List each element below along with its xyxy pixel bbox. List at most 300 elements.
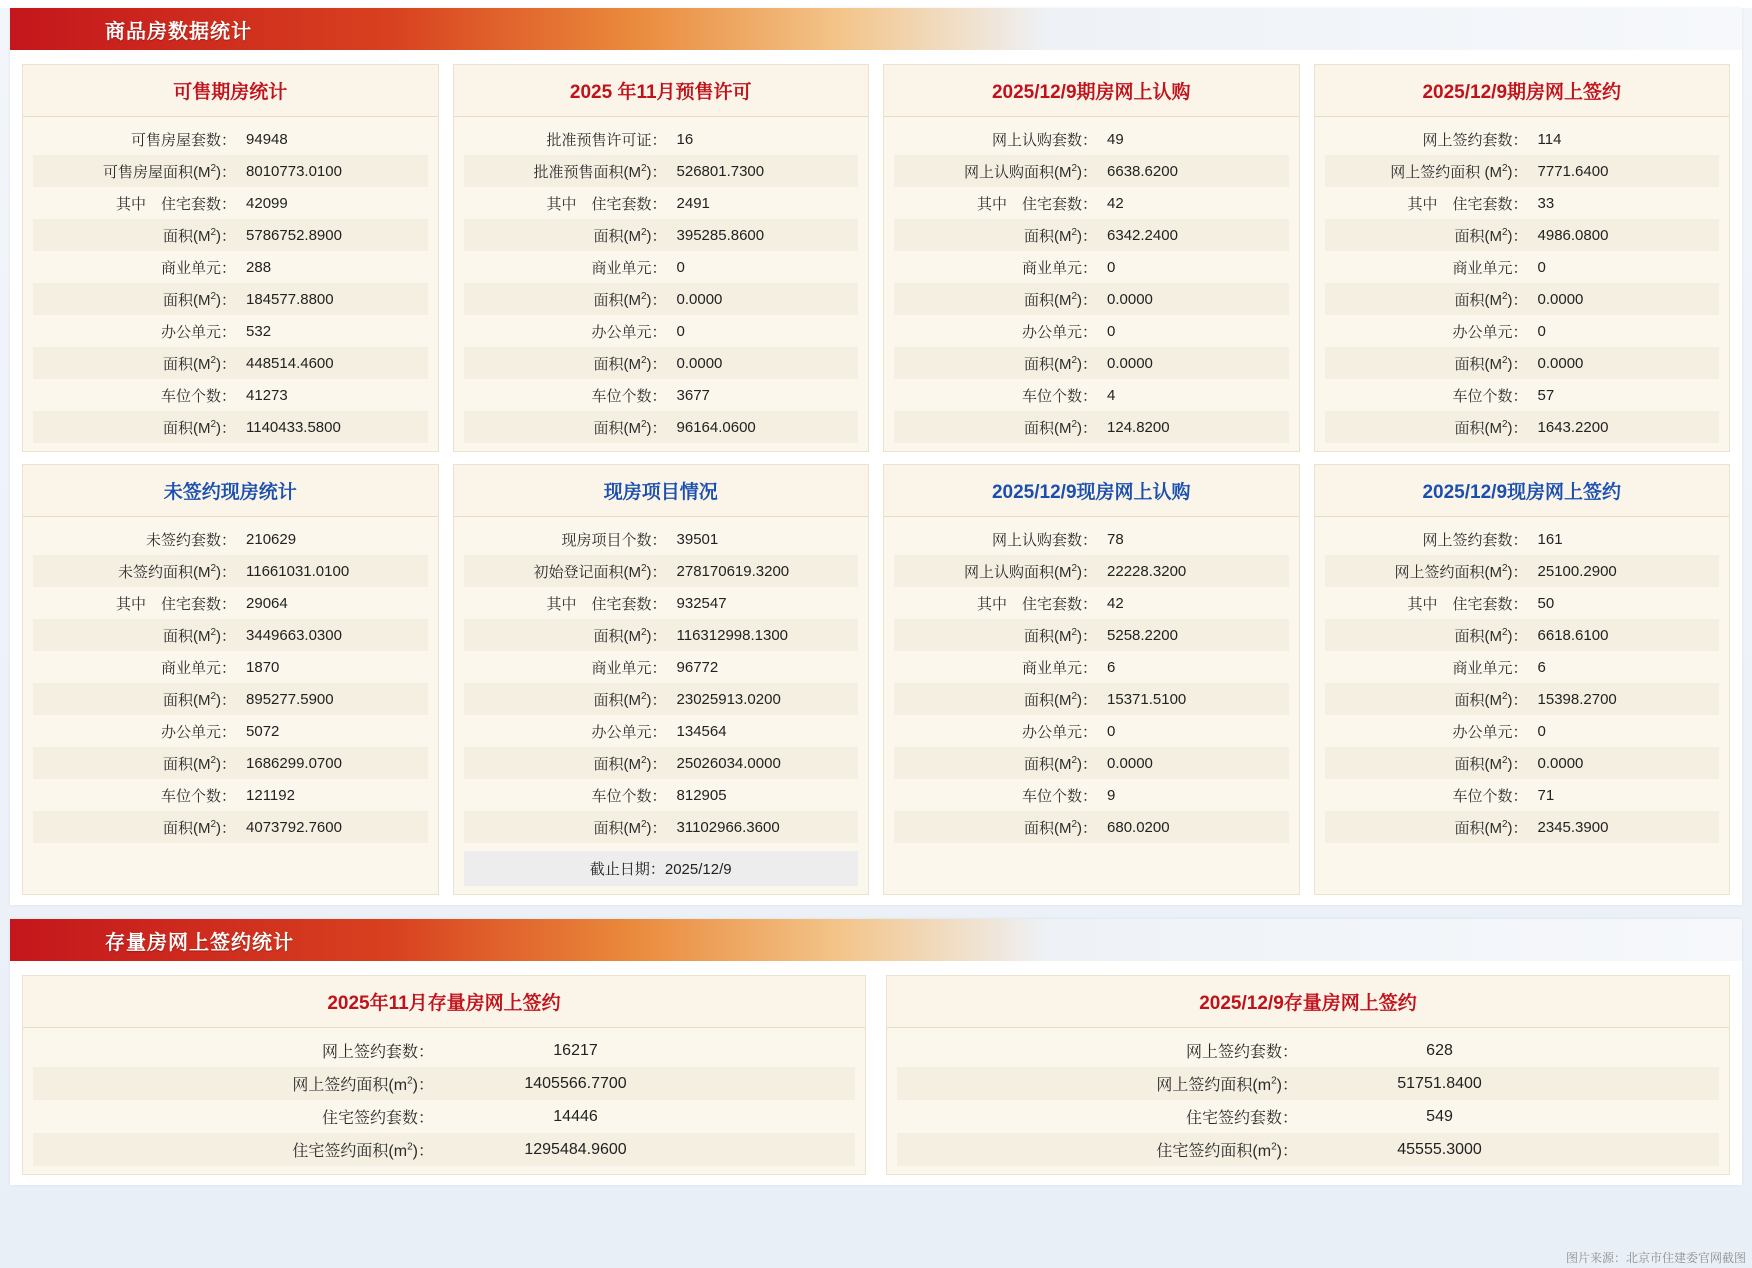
section-1-body [10, 50, 1742, 905]
row-label: 办公单元： [591, 723, 667, 741]
row-label: 面积$(M^2)$： [162, 226, 237, 245]
card-presale-online-subscription [883, 64, 1300, 452]
grid-spacer [22, 452, 1730, 464]
row-value: 0.0000 [1537, 290, 1584, 308]
data-row [33, 715, 428, 747]
row-label: 住宅签约面积$(m^2)$： [1156, 1141, 1298, 1160]
row-value: 1643.2200 [1537, 418, 1609, 436]
row-label: 住宅签约套数： [321, 1110, 434, 1127]
data-row [33, 747, 428, 779]
data-row [894, 347, 1289, 379]
data-row [464, 811, 859, 843]
card-rows [23, 117, 438, 443]
row-label: 车位个数： [591, 387, 667, 405]
row-value: 526801.7300 [676, 162, 765, 180]
row-value: 278170619.3200 [676, 562, 790, 580]
card-title: 可售期房统计 [23, 65, 438, 117]
row-label: 其中 住宅套数： [1407, 195, 1528, 213]
data-row [894, 619, 1289, 651]
row-label: 车位个数： [161, 787, 237, 805]
row-value: 0 [1107, 322, 1116, 340]
row-label: 车位个数： [1452, 387, 1528, 405]
row-label: 面积$(M^2)$： [162, 290, 237, 309]
row-value: 7771.6400 [1537, 162, 1609, 180]
row-label: 网上认购面积$(M^2)$： [963, 562, 1098, 581]
row-label: 面积$(M^2)$： [1023, 626, 1098, 645]
card-rows [454, 117, 869, 443]
section-title-1: 商品房数据统计 [105, 20, 252, 43]
row-value: 96772 [676, 658, 719, 676]
row-label: 办公单元： [1022, 323, 1098, 341]
card-rows [23, 517, 438, 843]
data-row [464, 251, 859, 283]
data-row [1325, 123, 1720, 155]
page-root [0, 8, 1752, 1268]
data-row [464, 379, 859, 411]
row-value: 4 [1107, 386, 1116, 404]
data-row [894, 523, 1289, 555]
row-value: 22228.3200 [1107, 562, 1187, 580]
section-2-body [10, 961, 1742, 1185]
row-value: 50 [1537, 594, 1555, 612]
row-label: 办公单元： [161, 323, 237, 341]
data-row [1325, 187, 1720, 219]
data-row [33, 187, 428, 219]
data-row [33, 651, 428, 683]
data-row [894, 715, 1289, 747]
row-label: 网上认购套数： [992, 531, 1098, 549]
row-label: 面积$(M^2)$： [162, 418, 237, 437]
row-label: 办公单元： [1022, 723, 1098, 741]
data-row [894, 779, 1289, 811]
card-stock-monthly-contract [22, 975, 866, 1175]
data-row [464, 619, 859, 651]
data-row [464, 347, 859, 379]
card-grid-row-1 [22, 64, 1730, 452]
row-label: 办公单元： [591, 323, 667, 341]
data-row [33, 1067, 855, 1100]
image-source-note: 图片来源：北京市住建委官网截图 [1565, 1251, 1746, 1265]
data-row [1325, 651, 1720, 683]
row-label: 网上签约面积 $(M^2)$： [1390, 162, 1528, 181]
row-value: 1686299.0700 [246, 754, 342, 772]
row-value: 51751.8400 [1397, 1074, 1482, 1092]
row-label: 其中 住宅套数： [546, 195, 667, 213]
row-label: 可售房屋面积$(M^2)$： [102, 162, 237, 181]
row-label: 其中 住宅套数： [116, 595, 237, 613]
row-value: 42 [1107, 594, 1124, 612]
section-commodity-housing [10, 8, 1742, 905]
data-row [1325, 155, 1720, 187]
row-label: 其中 住宅套数： [546, 595, 667, 613]
card-available-presale [22, 64, 439, 452]
row-label: 可售房屋套数： [131, 131, 237, 149]
data-row [894, 315, 1289, 347]
data-row [464, 155, 859, 187]
row-label: 面积$(M^2)$： [162, 690, 237, 709]
row-label: 面积$(M^2)$： [1454, 354, 1528, 373]
row-value: 932547 [676, 594, 727, 612]
data-row [464, 587, 859, 619]
card-rows [23, 1028, 865, 1166]
data-row [894, 651, 1289, 683]
row-value: 33 [1537, 194, 1555, 212]
row-label: 车位个数： [161, 387, 237, 405]
row-label: 面积$(M^2)$： [593, 354, 667, 373]
data-row [1325, 411, 1720, 443]
card-rows [887, 1028, 1729, 1166]
row-value: 161 [1537, 530, 1563, 548]
data-row [464, 555, 859, 587]
row-value: 1405566.7700 [524, 1074, 627, 1092]
data-row [1325, 251, 1720, 283]
row-value: 49 [1107, 130, 1124, 148]
row-label: 网上签约套数： [1185, 1044, 1298, 1061]
row-value: 395285.8600 [676, 226, 765, 244]
row-value: 9 [1107, 786, 1116, 804]
row-value: 94948 [246, 130, 288, 148]
data-row [894, 811, 1289, 843]
data-row [33, 379, 428, 411]
row-label: 批准预售面积$(M^2)$： [533, 162, 667, 181]
row-value: 15398.2700 [1537, 690, 1617, 708]
row-value: 16217 [553, 1041, 598, 1059]
card-grid-row-2 [22, 464, 1730, 895]
row-label: 网上认购面积$(M^2)$： [963, 162, 1098, 181]
row-value: 11661031.0100 [246, 562, 350, 580]
row-value: 1140433.5800 [246, 418, 341, 436]
card-title: 现房项目情况 [454, 465, 869, 517]
row-label: 面积$(M^2)$： [162, 818, 237, 837]
row-label: 面积$(M^2)$： [1454, 226, 1528, 245]
row-value: 680.0200 [1107, 818, 1170, 836]
data-row [33, 619, 428, 651]
data-row [464, 411, 859, 443]
row-label: 车位个数： [1022, 387, 1098, 405]
row-label: 面积$(M^2)$： [1023, 690, 1098, 709]
data-row [33, 523, 428, 555]
row-value: 628 [1426, 1041, 1453, 1059]
data-row [894, 155, 1289, 187]
data-row [1325, 587, 1720, 619]
card-stock-daily-contract [886, 975, 1730, 1175]
row-value: 549 [1426, 1107, 1453, 1125]
row-value: 0 [1107, 722, 1116, 740]
row-label: 面积$(M^2)$： [1454, 418, 1528, 437]
row-label: 住宅签约面积$(m^2)$： [292, 1141, 434, 1160]
row-value: 96164.0600 [676, 418, 756, 436]
data-row [894, 219, 1289, 251]
row-label: 面积$(M^2)$： [1023, 818, 1098, 837]
row-value: 29064 [246, 594, 288, 612]
row-label: 面积$(M^2)$： [1023, 354, 1098, 373]
data-row [33, 779, 428, 811]
data-row [1325, 683, 1720, 715]
row-value: 288 [246, 258, 272, 276]
row-value: 532 [246, 322, 272, 340]
card-unsigned-existing [22, 464, 439, 895]
row-value: 3449663.0300 [246, 626, 342, 644]
card-title: 2025 年11月预售许可 [454, 65, 869, 117]
row-value: 4986.0800 [1537, 226, 1609, 244]
row-value: 78 [1107, 530, 1124, 548]
row-label: 车位个数： [1452, 787, 1528, 805]
row-value: 0.0000 [1537, 354, 1584, 372]
data-row [33, 315, 428, 347]
row-value: 0.0000 [1107, 754, 1153, 772]
row-value: 0.0000 [1107, 290, 1153, 308]
data-row [894, 283, 1289, 315]
row-value: 42099 [246, 194, 288, 212]
data-row [894, 683, 1289, 715]
data-row [1325, 219, 1720, 251]
data-row [464, 747, 859, 779]
row-value: 5072 [246, 722, 280, 740]
row-label: 初始登记面积$(M^2)$： [533, 562, 667, 581]
card-rows [1315, 117, 1730, 443]
row-value: 5258.2200 [1107, 626, 1178, 644]
data-row [1325, 347, 1720, 379]
data-row [33, 555, 428, 587]
section-title-band-1 [10, 8, 1742, 50]
row-value: 6638.6200 [1107, 162, 1178, 180]
row-label: 面积$(M^2)$： [593, 226, 667, 245]
row-value: 0 [676, 258, 685, 276]
row-label: 办公单元： [161, 723, 237, 741]
data-row [1325, 283, 1720, 315]
row-label: 面积$(M^2)$： [1023, 418, 1098, 437]
row-label: 面积$(M^2)$： [1454, 754, 1528, 773]
card-grid-row-3 [22, 975, 1730, 1175]
data-row [464, 123, 859, 155]
row-value: 5786752.8900 [246, 226, 342, 244]
row-value: 6342.2400 [1107, 226, 1178, 244]
data-row [897, 1133, 1719, 1166]
data-row [894, 123, 1289, 155]
row-value: 134564 [676, 722, 727, 740]
row-label: 办公单元： [1452, 323, 1528, 341]
card-existing-online-subscription [883, 464, 1300, 895]
row-value: 0.0000 [1537, 754, 1584, 772]
data-row [464, 187, 859, 219]
row-label: 面积$(M^2)$： [593, 818, 667, 837]
card-title: 未签约现房统计 [23, 465, 438, 517]
data-row [33, 219, 428, 251]
row-value: 0 [1537, 258, 1546, 276]
row-label: 住宅签约套数： [1185, 1110, 1298, 1127]
card-title: 2025/12/9期房网上认购 [884, 65, 1299, 117]
data-row [33, 587, 428, 619]
data-row [1325, 523, 1720, 555]
section-title-2: 存量房网上签约统计 [105, 931, 294, 954]
row-label: 未签约套数： [146, 531, 237, 549]
row-value: 448514.4600 [246, 354, 334, 372]
data-row [1325, 715, 1720, 747]
row-label: 未签约面积$(M^2)$： [117, 562, 237, 581]
row-label: 网上签约面积$(m^2)$： [1156, 1075, 1298, 1094]
card-existing-online-contract [1314, 464, 1731, 895]
row-value: 14446 [553, 1107, 598, 1125]
card-rows [454, 517, 869, 843]
row-value: 210629 [246, 530, 297, 548]
section-title-band-2 [10, 919, 1742, 961]
data-row [1325, 619, 1720, 651]
data-row [464, 779, 859, 811]
data-row [1325, 811, 1720, 843]
row-label: 批准预售许可证： [546, 131, 667, 149]
row-label: 网上签约套数： [321, 1044, 434, 1061]
data-row [33, 1100, 855, 1133]
row-label: 面积$(M^2)$： [1023, 754, 1098, 773]
data-row [33, 811, 428, 843]
data-row [464, 683, 859, 715]
row-value: 4073792.7600 [246, 818, 342, 836]
row-value: 25100.2900 [1537, 562, 1617, 580]
row-value: 812905 [676, 786, 727, 804]
row-label: 网上签约面积$(M^2)$： [1394, 562, 1528, 581]
row-value: 31102966.3600 [676, 818, 780, 836]
card-presale-online-contract [1314, 64, 1731, 452]
row-label: 其中 住宅套数： [977, 595, 1098, 613]
data-row [33, 1133, 855, 1166]
row-label: 商业单元： [161, 259, 237, 277]
row-value: 116312998.1300 [676, 626, 789, 644]
card-title: 2025/12/9存量房网上签约 [887, 976, 1729, 1028]
row-value: 42 [1107, 194, 1124, 212]
row-value: 15371.5100 [1107, 690, 1187, 708]
row-value: 0.0000 [676, 354, 723, 372]
row-value: 45555.3000 [1397, 1140, 1482, 1158]
data-row [897, 1067, 1719, 1100]
data-row [464, 651, 859, 683]
row-label: 面积$(M^2)$： [1454, 626, 1528, 645]
row-value: 1295484.9600 [524, 1140, 627, 1158]
card-presale-permit [453, 64, 870, 452]
row-value: 0.0000 [1107, 354, 1153, 372]
row-label: 商业单元： [591, 659, 667, 677]
row-label: 面积$(M^2)$： [1454, 290, 1528, 309]
card-rows [1315, 517, 1730, 843]
data-row [894, 411, 1289, 443]
row-value: 0 [676, 322, 685, 340]
card-title: 2025/12/9现房网上认购 [884, 465, 1299, 517]
row-value: 1870 [246, 658, 280, 676]
row-label: 商业单元： [1452, 259, 1528, 277]
row-value: 895277.5900 [246, 690, 334, 708]
data-row [464, 283, 859, 315]
row-label: 面积$(M^2)$： [593, 290, 667, 309]
row-value: 6 [1537, 658, 1546, 676]
data-row [33, 123, 428, 155]
data-row [894, 379, 1289, 411]
data-row [33, 1034, 855, 1067]
row-label: 商业单元： [591, 259, 667, 277]
data-row [897, 1100, 1719, 1133]
row-value: 39501 [676, 530, 719, 548]
row-label: 车位个数： [591, 787, 667, 805]
row-value: 114 [1537, 130, 1562, 148]
row-label: 其中 住宅套数： [116, 195, 237, 213]
row-value: 23025913.0200 [676, 690, 781, 708]
row-label: 面积$(M^2)$： [162, 354, 237, 373]
card-title: 2025/12/9现房网上签约 [1315, 465, 1730, 517]
row-value: 2345.3900 [1537, 818, 1609, 836]
card-existing-projects [453, 464, 870, 895]
row-label: 网上签约面积$(m^2)$： [292, 1075, 434, 1094]
data-row [894, 187, 1289, 219]
row-value: 16 [676, 130, 694, 148]
row-value: 6618.6100 [1537, 626, 1609, 644]
row-label: 网上签约套数： [1422, 131, 1528, 149]
row-label: 车位个数： [1022, 787, 1098, 805]
row-label: 面积$(M^2)$： [593, 626, 667, 645]
row-value: 0 [1107, 258, 1116, 276]
data-row [1325, 555, 1720, 587]
row-label: 面积$(M^2)$： [1454, 690, 1528, 709]
cutoff-date-note: 截止日期：2025/12/9 [464, 851, 859, 886]
row-value: 124.8200 [1107, 418, 1170, 436]
row-value: 0 [1537, 322, 1546, 340]
row-label: 其中 住宅套数： [1407, 595, 1528, 613]
row-value: 41273 [246, 386, 288, 404]
row-label: 其中 住宅套数： [977, 195, 1098, 213]
data-row [464, 523, 859, 555]
row-label: 面积$(M^2)$： [1454, 818, 1528, 837]
data-row [33, 251, 428, 283]
row-label: 商业单元： [1022, 659, 1098, 677]
data-row [1325, 379, 1720, 411]
data-row [33, 683, 428, 715]
row-label: 面积$(M^2)$： [593, 690, 667, 709]
row-label: 面积$(M^2)$： [162, 754, 237, 773]
data-row [894, 747, 1289, 779]
row-value: 6 [1107, 658, 1116, 676]
row-value: 71 [1537, 786, 1555, 804]
card-rows [884, 117, 1299, 443]
row-label: 现房项目个数： [561, 531, 667, 549]
card-rows [884, 517, 1299, 843]
row-label: 面积$(M^2)$： [593, 754, 667, 773]
row-label: 网上认购套数： [992, 131, 1098, 149]
data-row [1325, 747, 1720, 779]
row-value: 184577.8800 [246, 290, 334, 308]
row-label: 商业单元： [161, 659, 237, 677]
row-value: 8010773.0100 [246, 162, 342, 180]
row-label: 面积$(M^2)$： [1023, 290, 1098, 309]
data-row [33, 283, 428, 315]
card-title: 2025年11月存量房网上签约 [23, 976, 865, 1028]
section-stock-housing [10, 919, 1742, 1185]
data-row [894, 555, 1289, 587]
data-row [464, 219, 859, 251]
row-value: 121192 [246, 786, 295, 804]
data-row [464, 315, 859, 347]
data-row [1325, 315, 1720, 347]
card-title: 2025/12/9期房网上签约 [1315, 65, 1730, 117]
row-label: 面积$(M^2)$： [162, 626, 237, 645]
data-row [33, 347, 428, 379]
data-row [894, 251, 1289, 283]
row-label: 面积$(M^2)$： [593, 418, 667, 437]
data-row [894, 587, 1289, 619]
row-value: 57 [1537, 386, 1555, 404]
data-row [1325, 779, 1720, 811]
row-label: 商业单元： [1022, 259, 1098, 277]
row-label: 办公单元： [1452, 723, 1528, 741]
row-label: 商业单元： [1452, 659, 1528, 677]
row-value: 3677 [676, 386, 710, 404]
row-value: 25026034.0000 [676, 754, 781, 772]
